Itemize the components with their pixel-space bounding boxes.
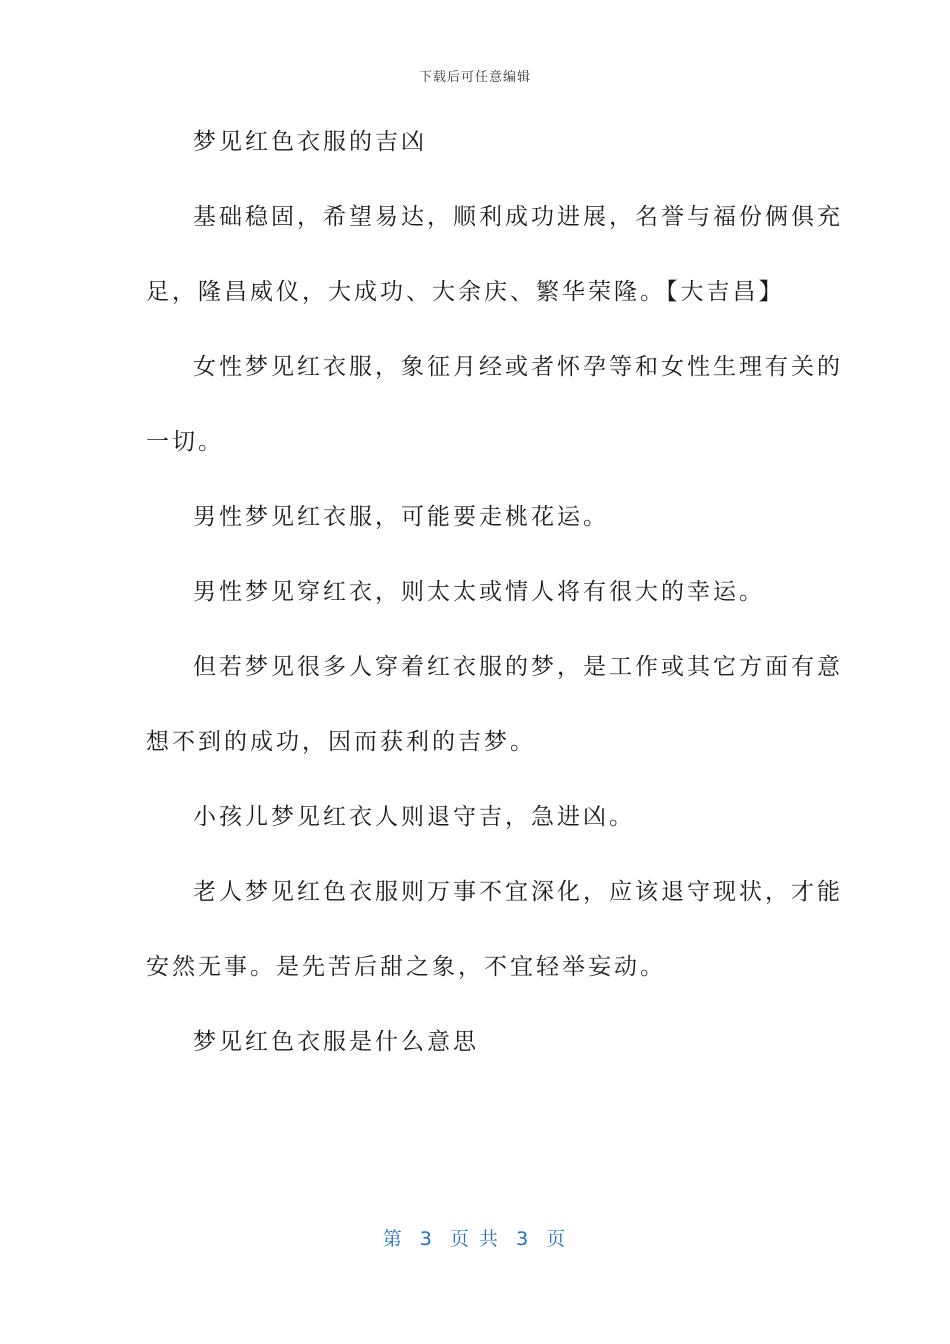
page-number: 第 3 页 共 3 页 bbox=[382, 1228, 568, 1250]
document-body bbox=[146, 120, 843, 1095]
section-heading: 梦见红色衣服的吉凶 bbox=[193, 129, 427, 155]
paragraph-line: 男性梦见红衣服，可能要走桃花运。 bbox=[193, 504, 609, 530]
paragraph-line: 但若梦见很多人穿着红衣服的梦，是工作或其它方面有意 bbox=[193, 654, 843, 680]
paragraph-line: 一切。 bbox=[146, 429, 224, 455]
paragraph-line: 基础稳固，希望易达，顺利成功进展，名誉与福份俩俱充 bbox=[193, 204, 843, 230]
paragraph-line: 小孩儿梦见红衣人则退守吉，急进凶。 bbox=[193, 804, 635, 830]
header-note: 下载后可任意编辑 bbox=[418, 70, 531, 85]
paragraph-line: 老人梦见红色衣服则万事不宜深化，应该退守现状，才能 bbox=[193, 879, 843, 905]
section-heading: 梦见红色衣服是什么意思 bbox=[193, 1029, 479, 1055]
paragraph-line: 女性梦见红衣服，象征月经或者怀孕等和女性生理有关的 bbox=[193, 354, 843, 380]
paragraph-line: 安然无事。是先苦后甜之象，不宜轻举妄动。 bbox=[146, 954, 666, 980]
paragraph-line: 想不到的成功，因而获利的吉梦。 bbox=[146, 729, 536, 755]
paragraph-line: 男性梦见穿红衣，则太太或情人将有很大的幸运。 bbox=[193, 579, 765, 605]
paragraph-line: 足，隆昌威仪，大成功、大余庆、繁华荣隆。【大吉昌】 bbox=[146, 279, 785, 305]
